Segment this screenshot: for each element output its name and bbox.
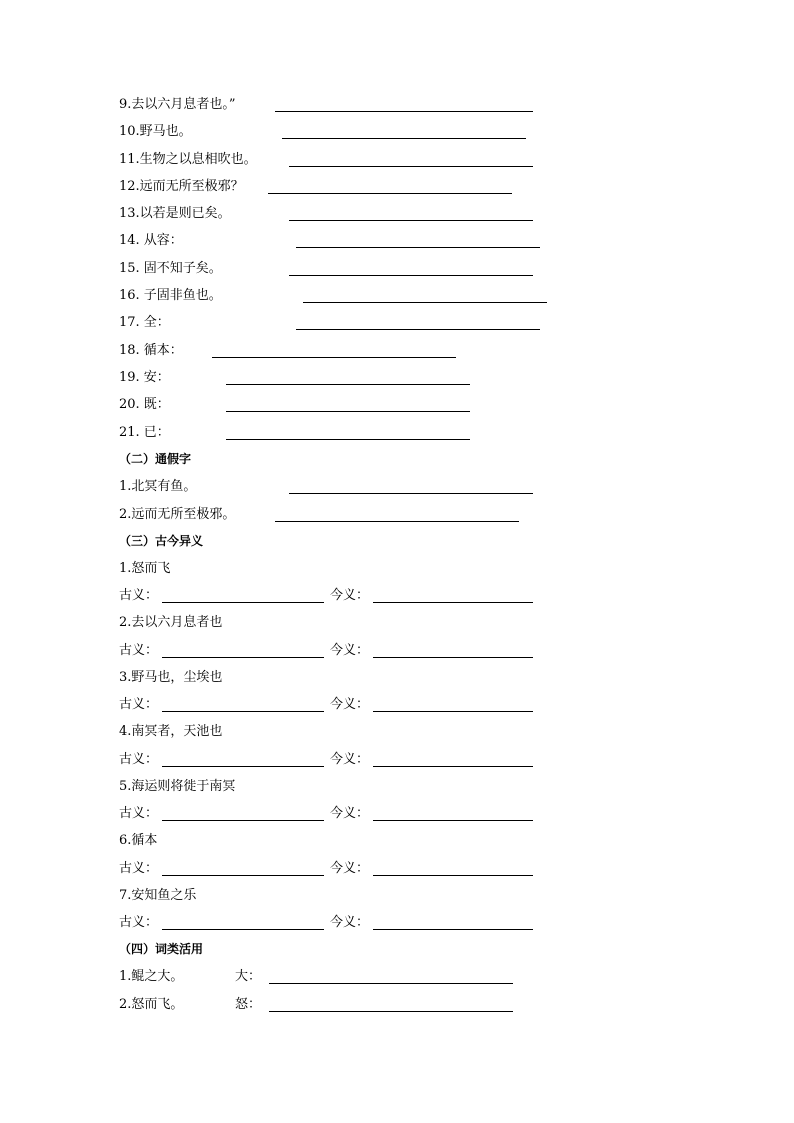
item-text: 15. 固不知子矣。 bbox=[119, 261, 222, 276]
item-text: 4.南冥者，天池也 bbox=[119, 724, 223, 739]
gu-blank[interactable] bbox=[162, 657, 324, 658]
gu-blank[interactable] bbox=[162, 766, 324, 767]
item-label: 大： bbox=[235, 969, 262, 984]
gu-blank[interactable] bbox=[162, 929, 324, 930]
item-label: 怒： bbox=[235, 997, 262, 1012]
answer-blank[interactable] bbox=[226, 411, 470, 412]
item-text: 17. 全： bbox=[119, 315, 170, 330]
section-title-cileihuoyong: （四）词类活用 bbox=[119, 942, 204, 956]
jin-label: 今义： bbox=[330, 861, 370, 876]
item-text: 18. 循本： bbox=[119, 343, 183, 358]
answer-blank[interactable] bbox=[296, 247, 540, 248]
answer-blank[interactable] bbox=[289, 220, 533, 221]
item-text: 6.循本 bbox=[119, 833, 158, 848]
answer-blank[interactable] bbox=[289, 493, 533, 494]
jin-label: 今义： bbox=[330, 806, 370, 821]
gu-label: 古义： bbox=[119, 752, 159, 767]
answer-blank[interactable] bbox=[275, 111, 533, 112]
item-text: 16. 子固非鱼也。 bbox=[119, 288, 222, 303]
section-title-gujinyiyi: （三）古今异义 bbox=[119, 534, 204, 548]
item-text: 20. 既： bbox=[119, 397, 170, 412]
item-text: 12.远而无所至极邪？ bbox=[119, 179, 244, 194]
gu-blank[interactable] bbox=[162, 820, 324, 821]
jin-label: 今义： bbox=[330, 697, 370, 712]
jin-blank[interactable] bbox=[373, 711, 533, 712]
item-text: 1.北冥有鱼。 bbox=[119, 479, 197, 494]
gu-blank[interactable] bbox=[162, 602, 324, 603]
item-text: 7.安知鱼之乐 bbox=[119, 888, 197, 903]
jin-blank[interactable] bbox=[373, 602, 533, 603]
answer-blank[interactable] bbox=[269, 1011, 513, 1012]
answer-blank[interactable] bbox=[289, 166, 533, 167]
answer-blank[interactable] bbox=[226, 384, 470, 385]
gu-label: 古义： bbox=[119, 915, 159, 930]
gu-label: 古义： bbox=[119, 806, 159, 821]
item-text: 1.鲲之大。 bbox=[119, 969, 184, 984]
answer-blank[interactable] bbox=[212, 357, 456, 358]
answer-blank[interactable] bbox=[282, 138, 526, 139]
jin-blank[interactable] bbox=[373, 875, 533, 876]
answer-blank[interactable] bbox=[269, 983, 513, 984]
answer-blank[interactable] bbox=[303, 302, 547, 303]
gu-label: 古义： bbox=[119, 861, 159, 876]
gu-label: 古义： bbox=[119, 588, 159, 603]
jin-blank[interactable] bbox=[373, 766, 533, 767]
jin-label: 今义： bbox=[330, 643, 370, 658]
answer-blank[interactable] bbox=[275, 521, 519, 522]
item-text: 14. 从容： bbox=[119, 233, 183, 248]
jin-blank[interactable] bbox=[373, 929, 533, 930]
gu-blank[interactable] bbox=[162, 875, 324, 876]
gu-blank[interactable] bbox=[162, 711, 324, 712]
item-text: 2.怒而飞。 bbox=[119, 997, 184, 1012]
gu-label: 古义： bbox=[119, 697, 159, 712]
answer-blank[interactable] bbox=[296, 329, 540, 330]
answer-blank[interactable] bbox=[226, 439, 470, 440]
item-text: 13.以若是则已矣。 bbox=[119, 206, 231, 221]
item-text: 10.野马也。 bbox=[119, 124, 192, 139]
jin-label: 今义： bbox=[330, 752, 370, 767]
item-text: 5.海运则将徙于南冥 bbox=[119, 779, 236, 794]
item-text: 11.生物之以息相吹也。 bbox=[119, 152, 257, 167]
item-text: 2.去以六月息者也 bbox=[119, 615, 223, 630]
item-text: 21. 已： bbox=[119, 425, 170, 440]
answer-blank[interactable] bbox=[289, 275, 533, 276]
section-title-tongjiazi: （二）通假字 bbox=[119, 452, 192, 466]
item-text: 19. 安： bbox=[119, 370, 170, 385]
jin-blank[interactable] bbox=[373, 657, 533, 658]
item-text: 2.远而无所至极邪。 bbox=[119, 507, 236, 522]
jin-label: 今义： bbox=[330, 915, 370, 930]
jin-label: 今义： bbox=[330, 588, 370, 603]
item-text: 1.怒而飞 bbox=[119, 561, 171, 576]
item-text: 9.去以六月息者也。” bbox=[119, 97, 236, 112]
gu-label: 古义： bbox=[119, 643, 159, 658]
answer-blank[interactable] bbox=[268, 193, 512, 194]
jin-blank[interactable] bbox=[373, 820, 533, 821]
item-text: 3.野马也，尘埃也 bbox=[119, 670, 223, 685]
